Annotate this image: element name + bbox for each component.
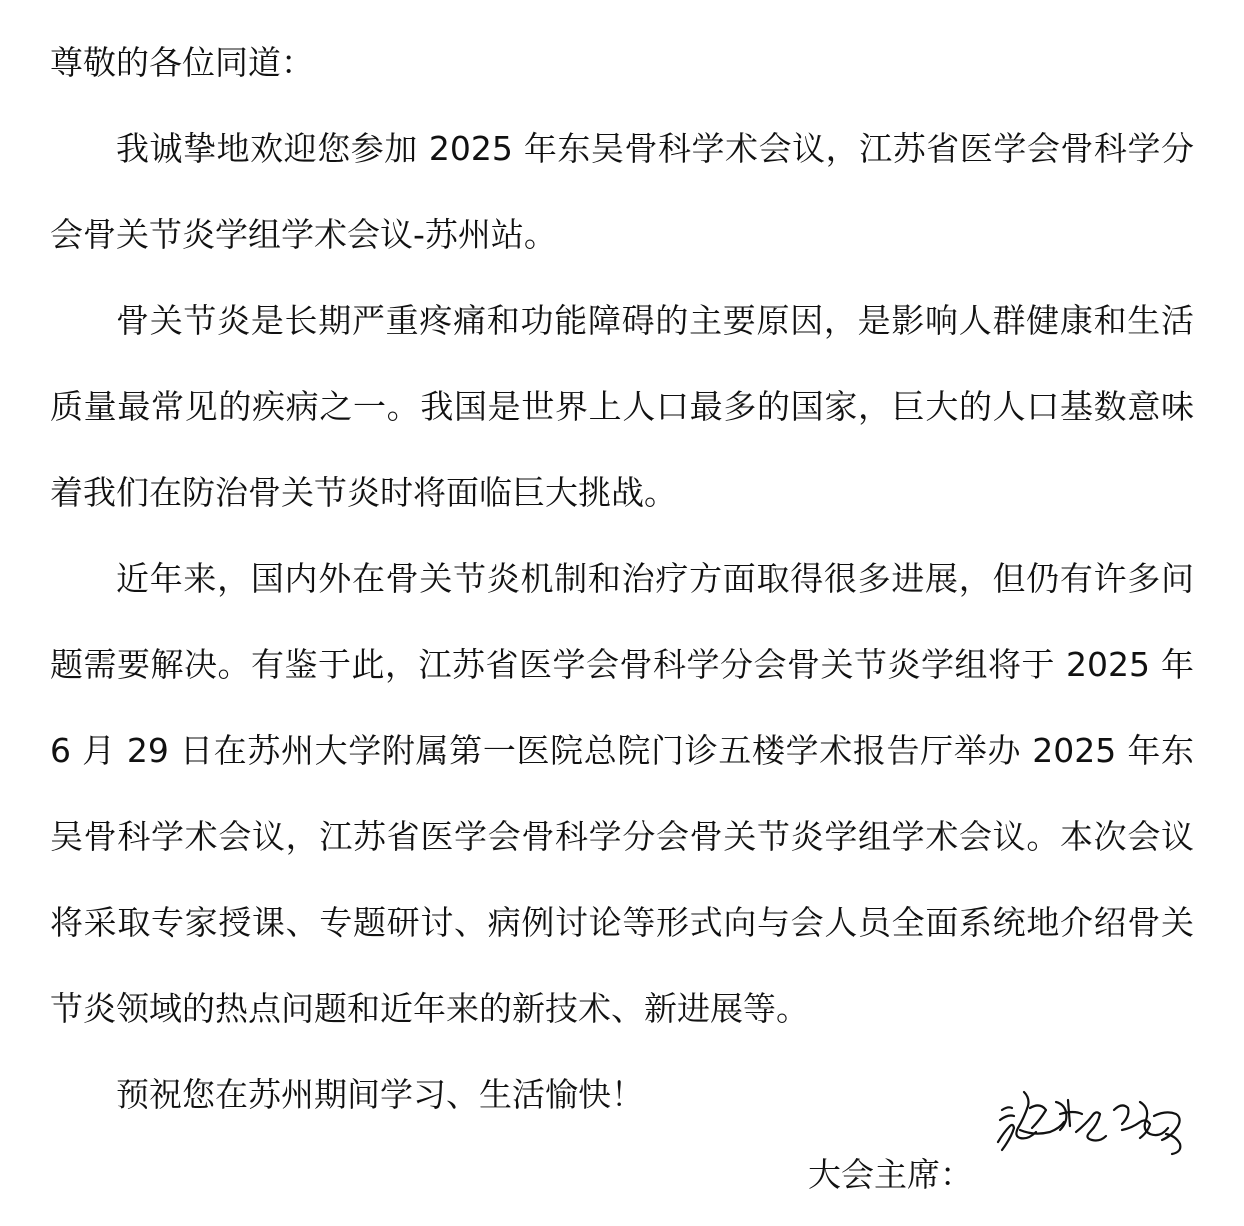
paragraph-welcome: 我诚挚地欢迎您参加 2025 年东吴骨科学术会议，江苏省医学会骨科学分会骨关节炎学组学术会议-苏州站。: [50, 129, 1194, 254]
paragraph-osteoarthritis: 骨关节炎是长期严重疼痛和功能障碍的主要原因，是影响人群健康和生活质量最常见的疾病之一。我国是世界上人口最多的国家，巨大的人口基数意味着我们在防治骨关节炎时将面临巨大挑战。: [50, 301, 1194, 512]
closing-wishes: 预祝您在苏州期间学习、生活愉快！: [116, 1075, 644, 1114]
salutation: 尊敬的各位同道：: [50, 43, 314, 82]
letter-body: [50, 20, 1194, 1138]
paragraph-meeting-details: 近年来，国内外在骨关节炎机制和治疗方面取得很多进展，但仍有许多问题需要解决。有鉴于此，江苏省医学会骨科学分会骨关节炎学组将于 2025 年 6 月 29 日在苏州大学附属第一医院总院门诊五楼学术报告厅举办 2025 年东吴骨科学术会议，江苏省医学会骨科学分会骨关节炎学组学术会议。本次会议将采取专家授课、专题研讨、病例讨论等形式向与会人员全面系统地介绍骨关节炎领域的热点问题和近年来的新技术、新进展等。: [50, 559, 1194, 1028]
handwritten-signature: [990, 1080, 1200, 1170]
chair-label: 大会主席：: [808, 1155, 973, 1194]
